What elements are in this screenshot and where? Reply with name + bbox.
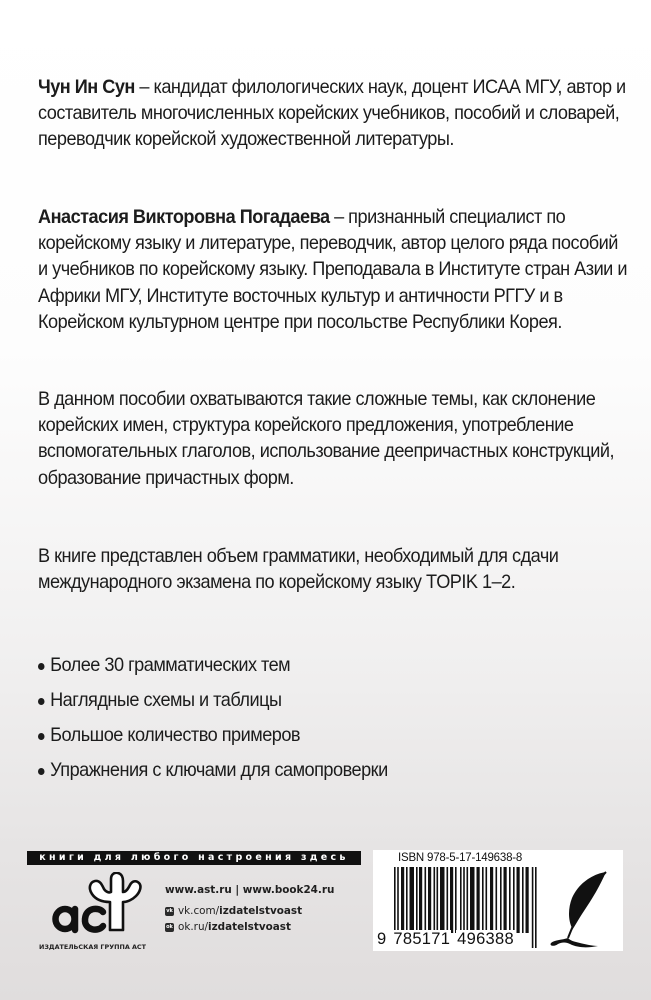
social-link-ok[interactable]: ok ok.ru/ izdatelstvoast <box>166 920 291 933</box>
description-topik <box>38 543 628 595</box>
author-bio-chun-in-sun <box>38 74 628 153</box>
ok-icon: ok <box>166 923 173 930</box>
logo-caption: ИЗДАТЕЛЬСКАЯ ГРУППА АСТ <box>39 943 146 951</box>
publisher-slogan: книги для любого настроения здесь <box>27 851 361 865</box>
ast-logo-icon <box>48 872 148 936</box>
bullet-icon <box>38 698 45 705</box>
barcode-block <box>373 850 623 951</box>
author-bio-text: – признанный специалист по корейскому языку и литературе, переводчик, автор целого ряда пособий и учебников по корейскому языку. Преподавала в Институте стран Азии и Африки МГУ, Институте восточных культур и античности РГГУ и в Корейском культурном центре при посольстве Республики Корея. <box>38 206 627 333</box>
feature-item: Более 30 грамматических тем <box>38 652 388 687</box>
description-topics <box>38 386 628 491</box>
social-link-vk[interactable]: vk vk.com/ izdatelstvoast <box>166 904 303 917</box>
ean-digits: 9 785171 496388 <box>377 930 514 948</box>
feature-item: Большое количество примеров <box>38 722 388 757</box>
author-bio-pogadaeva <box>38 204 628 335</box>
features-list <box>38 652 388 792</box>
publisher-links <box>165 883 334 935</box>
author-bio-text: – кандидат филологических наук, доцент ИСАА МГУ, автор и составитель многочисленных корейских учебников, пособий и словарей, переводчик корейской художественной литературы. <box>38 76 626 151</box>
bullet-icon <box>38 768 45 775</box>
bullet-icon <box>38 733 45 740</box>
author-name: Анастасия Викторовна Погадаева <box>38 206 330 228</box>
feather-icon <box>548 870 614 950</box>
feature-item: Упражнения с ключами для самопроверки <box>38 757 388 792</box>
bullet-icon <box>38 663 45 670</box>
publisher-websites[interactable]: www.ast.ru | www.book24.ru <box>165 884 335 896</box>
feature-item: Наглядные схемы и таблицы <box>38 687 388 722</box>
description-paragraph: В книге представлен объем грамматики, необходимый для сдачи международного экзамена по корейскому языку TOPIK 1–2. <box>38 545 559 594</box>
author-name: Чун Ин Сун <box>38 76 135 98</box>
isbn-label: ISBN 978-5-17-149638-8 <box>398 852 523 864</box>
description-paragraph: В данном пособии охватываются такие сложные темы, как склонение корейских имен, структура корейского предложения, употребление вспомогательных глаголов, использование деепричастных конструкций, образование причастных форм. <box>38 388 615 489</box>
vk-icon: vk <box>166 907 173 914</box>
